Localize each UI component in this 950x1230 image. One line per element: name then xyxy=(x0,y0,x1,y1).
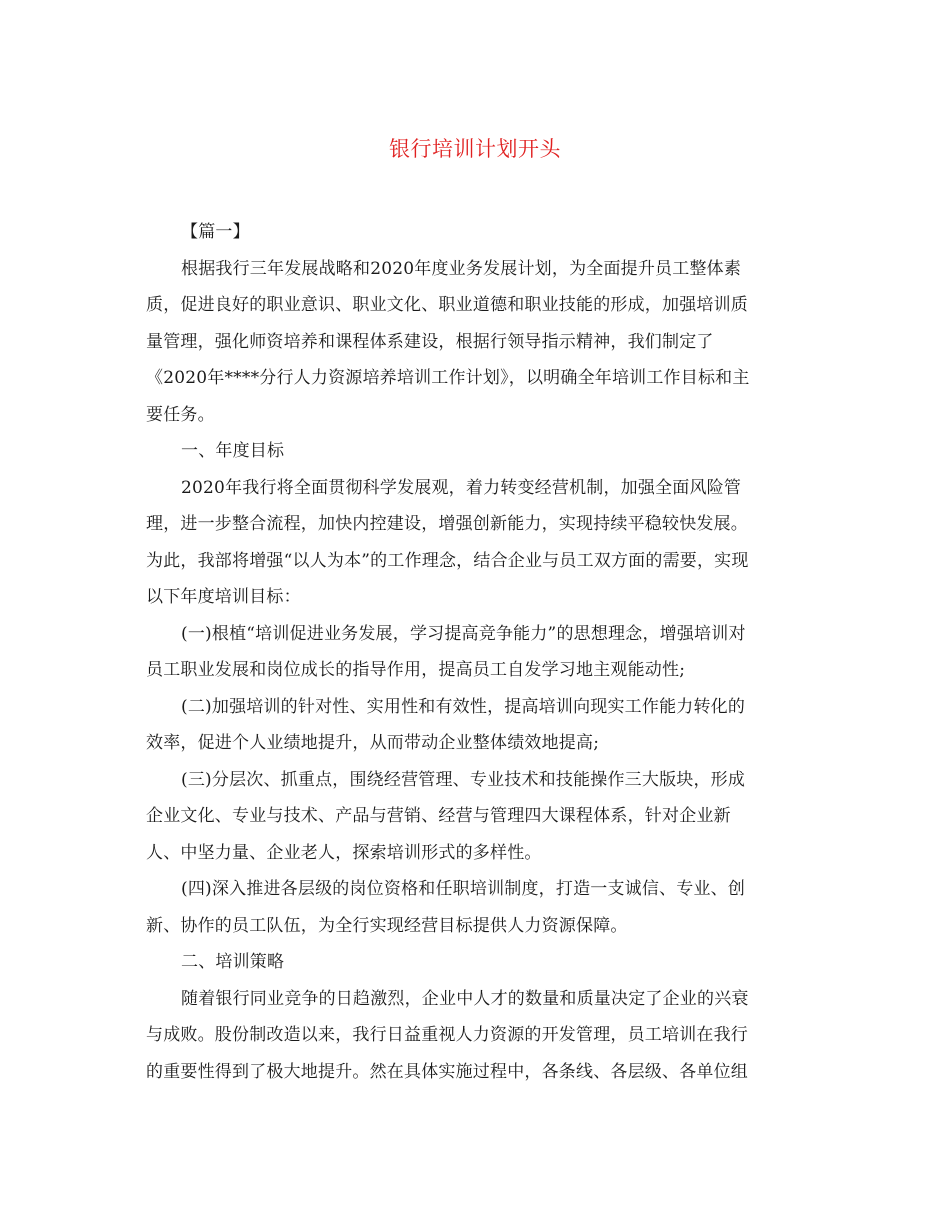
text-line: 以下年度培训目标： xyxy=(146,587,301,607)
text-line: (一)根植“培训促进业务发展，学习提高竞争能力”的思想理念，增强培训对 xyxy=(181,623,746,644)
text-line: 的重要性得到了极大地提升。然在具体实施过程中，各条线、各层级、各单位组 xyxy=(146,1061,748,1082)
text-line: 质，促进良好的职业意识、职业文化、职业道德和职业技能的形成，加强培训质 xyxy=(146,295,748,315)
text-line: 2020年我行将全面贯彻科学发展观，着力转变经营机制，加强全面风险管 xyxy=(181,477,742,498)
text-line: 量管理，强化师资培养和课程体系建设，根据行领导指示精神，我们制定了 xyxy=(146,331,714,352)
text-line: 与成败。股份制改造以来，我行日益重视人力资源的开发管理，员工培训在我行 xyxy=(146,1025,748,1045)
text-line: 《2020年****分行人力资源培养培训工作计划》，以明确全年培训工作目标和主 xyxy=(146,368,750,388)
text-line: (二)加强培训的针对性、实用性和有效性，提高培训向现实工作能力转化的 xyxy=(181,696,746,717)
text-line: 根据我行三年发展战略和2020年度业务发展计划，为全面提升员工整体素 xyxy=(181,258,742,279)
text-line: (四)深入推进各层级的岗位资格和任职培训制度，打造一支诚信、专业、创 xyxy=(181,879,746,899)
text-line: 要任务。 xyxy=(146,404,215,425)
text-line: 企业文化、专业与技术、产品与营销、经营与管理四大课程体系，针对企业新 xyxy=(146,806,731,826)
text-line: 随着银行同业竞争的日趋激烈，企业中人才的数量和质量决定了企业的兴衰 xyxy=(181,988,749,1009)
text-line: (三)分层次、抓重点，围绕经营管理、专业技术和技能操作三大版块，形成 xyxy=(181,769,746,790)
text-line: 效率，促进个人业绩地提升，从而带动企业整体绩效地提高; xyxy=(146,733,600,753)
text-line: 【篇一】 xyxy=(181,222,250,242)
text-line: 新、协作的员工队伍，为全行实现经营目标提供人力资源保障。 xyxy=(146,915,628,936)
text-line: 人、中坚力量、企业老人，探索培训形式的多样性。 xyxy=(146,842,542,863)
text-line: 一、年度目标 xyxy=(181,441,285,461)
document-body xyxy=(146,214,806,1090)
text-line: 员工职业发展和岗位成长的指导作用，提高员工自发学习地主观能动性; xyxy=(146,660,686,680)
text-line: 理，进一步整合流程，加快内控建设，增强创新能力，实现持续平稳较快发展。 xyxy=(146,514,748,534)
text-line: 为此，我部将增强“以人为本”的工作理念，结合企业与员工双方面的需要，实现 xyxy=(146,550,749,571)
text-line: 二、培训策略 xyxy=(181,952,285,972)
document-title: 银行培训计划开头 xyxy=(389,137,561,161)
